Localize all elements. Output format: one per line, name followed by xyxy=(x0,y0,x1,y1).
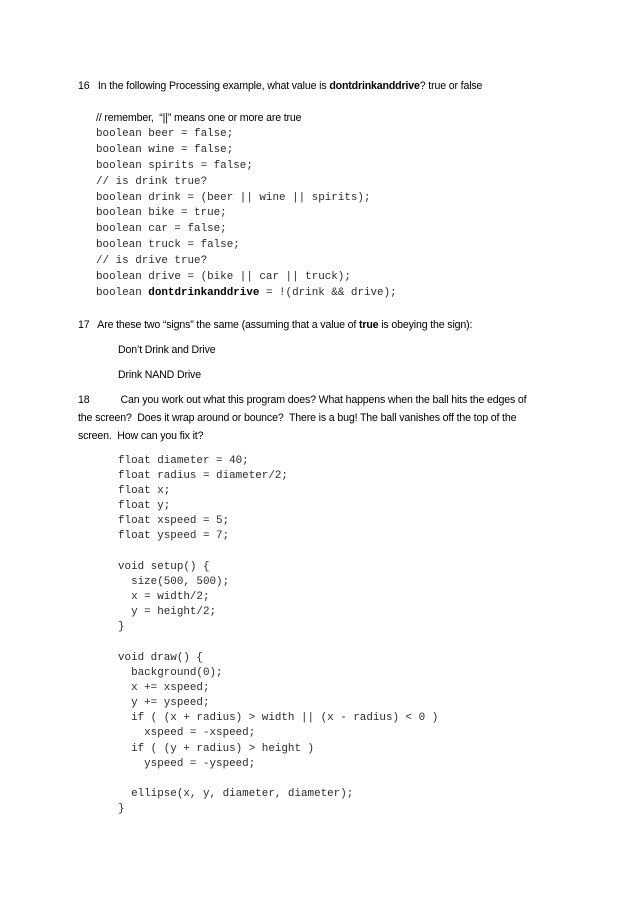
code-line: if ( (y + radius) > height ) xyxy=(118,743,315,755)
code-line: ellipse(x, y, diameter, diameter); xyxy=(118,788,354,800)
code-line: boolean beer = false; xyxy=(96,128,234,140)
code-line: boolean drive = (bike || car || truck); xyxy=(96,271,351,283)
code-line: boolean spirits = false; xyxy=(96,160,253,172)
q17-sign-1: Don’t Drink and Drive xyxy=(118,344,216,356)
q16-comment: // remember, “||” means one or more are true xyxy=(96,112,302,124)
code-line: float diameter = 40; xyxy=(118,455,249,467)
code-line: xspeed = -xspeed; xyxy=(118,727,256,739)
q16-prompt: 16 In the following Processing example, what value is dontdrinkanddrive? true or false xyxy=(78,80,483,92)
code-line: y = height/2; xyxy=(118,606,217,618)
q17-sign-2: Drink NAND Drive xyxy=(118,369,201,381)
code-line: } xyxy=(118,803,125,815)
q18-number: 18 xyxy=(78,394,90,406)
code-line: boolean truck = false; xyxy=(96,239,240,251)
code-line: // is drink true? xyxy=(96,176,208,188)
code-line: float yspeed = 7; xyxy=(118,530,230,542)
q18-prompt-line-1: 18 Can you work out what this program does? What happens when the ball hits the edges of xyxy=(78,394,527,406)
code-line: if ( (x + radius) > width || (x - radius) < 0 ) xyxy=(118,712,439,724)
code-line: size(500, 500); xyxy=(118,576,230,588)
code-line: boolean bike = true; xyxy=(96,207,227,219)
code-line: y += yspeed; xyxy=(118,697,210,709)
q18-prompt-line-3: screen. How can you fix it? xyxy=(78,430,204,442)
q17-bold-true: true xyxy=(359,319,379,331)
code-line: float radius = diameter/2; xyxy=(118,470,288,482)
q16-number: 16 xyxy=(78,80,90,92)
code-variable-bold: dontdrinkanddrive xyxy=(148,287,260,299)
code-line: void draw() { xyxy=(118,652,203,664)
code-line: float x; xyxy=(118,485,171,497)
code-line: float y; xyxy=(118,500,171,512)
q17-prompt: 17 Are these two “signs” the same (assuming that a value of true is obeying the sign): xyxy=(78,319,473,331)
code-line: } xyxy=(118,621,125,633)
code-line: yspeed = -yspeed; xyxy=(118,758,256,770)
code-line: // is drive true? xyxy=(96,255,208,267)
q18-prompt-line-2: the screen? Does it wrap around or bounce? There is a bug! The ball vanishes off the top of the xyxy=(78,412,517,424)
code-line: void setup() { xyxy=(118,561,210,573)
code-line: x += xspeed; xyxy=(118,682,210,694)
code-line: x = width/2; xyxy=(118,591,210,603)
code-line: boolean drink = (beer || wine || spirits); xyxy=(96,192,371,204)
code-line: float xspeed = 5; xyxy=(118,515,230,527)
code-line: boolean car = false; xyxy=(96,223,227,235)
q16-variable-name: dontdrinkanddrive xyxy=(329,80,420,92)
q17-number: 17 xyxy=(78,319,90,331)
code-line: background(0); xyxy=(118,667,223,679)
code-line: boolean dontdrinkanddrive = !(drink && drive); xyxy=(96,287,397,299)
code-line: boolean wine = false; xyxy=(96,144,234,156)
